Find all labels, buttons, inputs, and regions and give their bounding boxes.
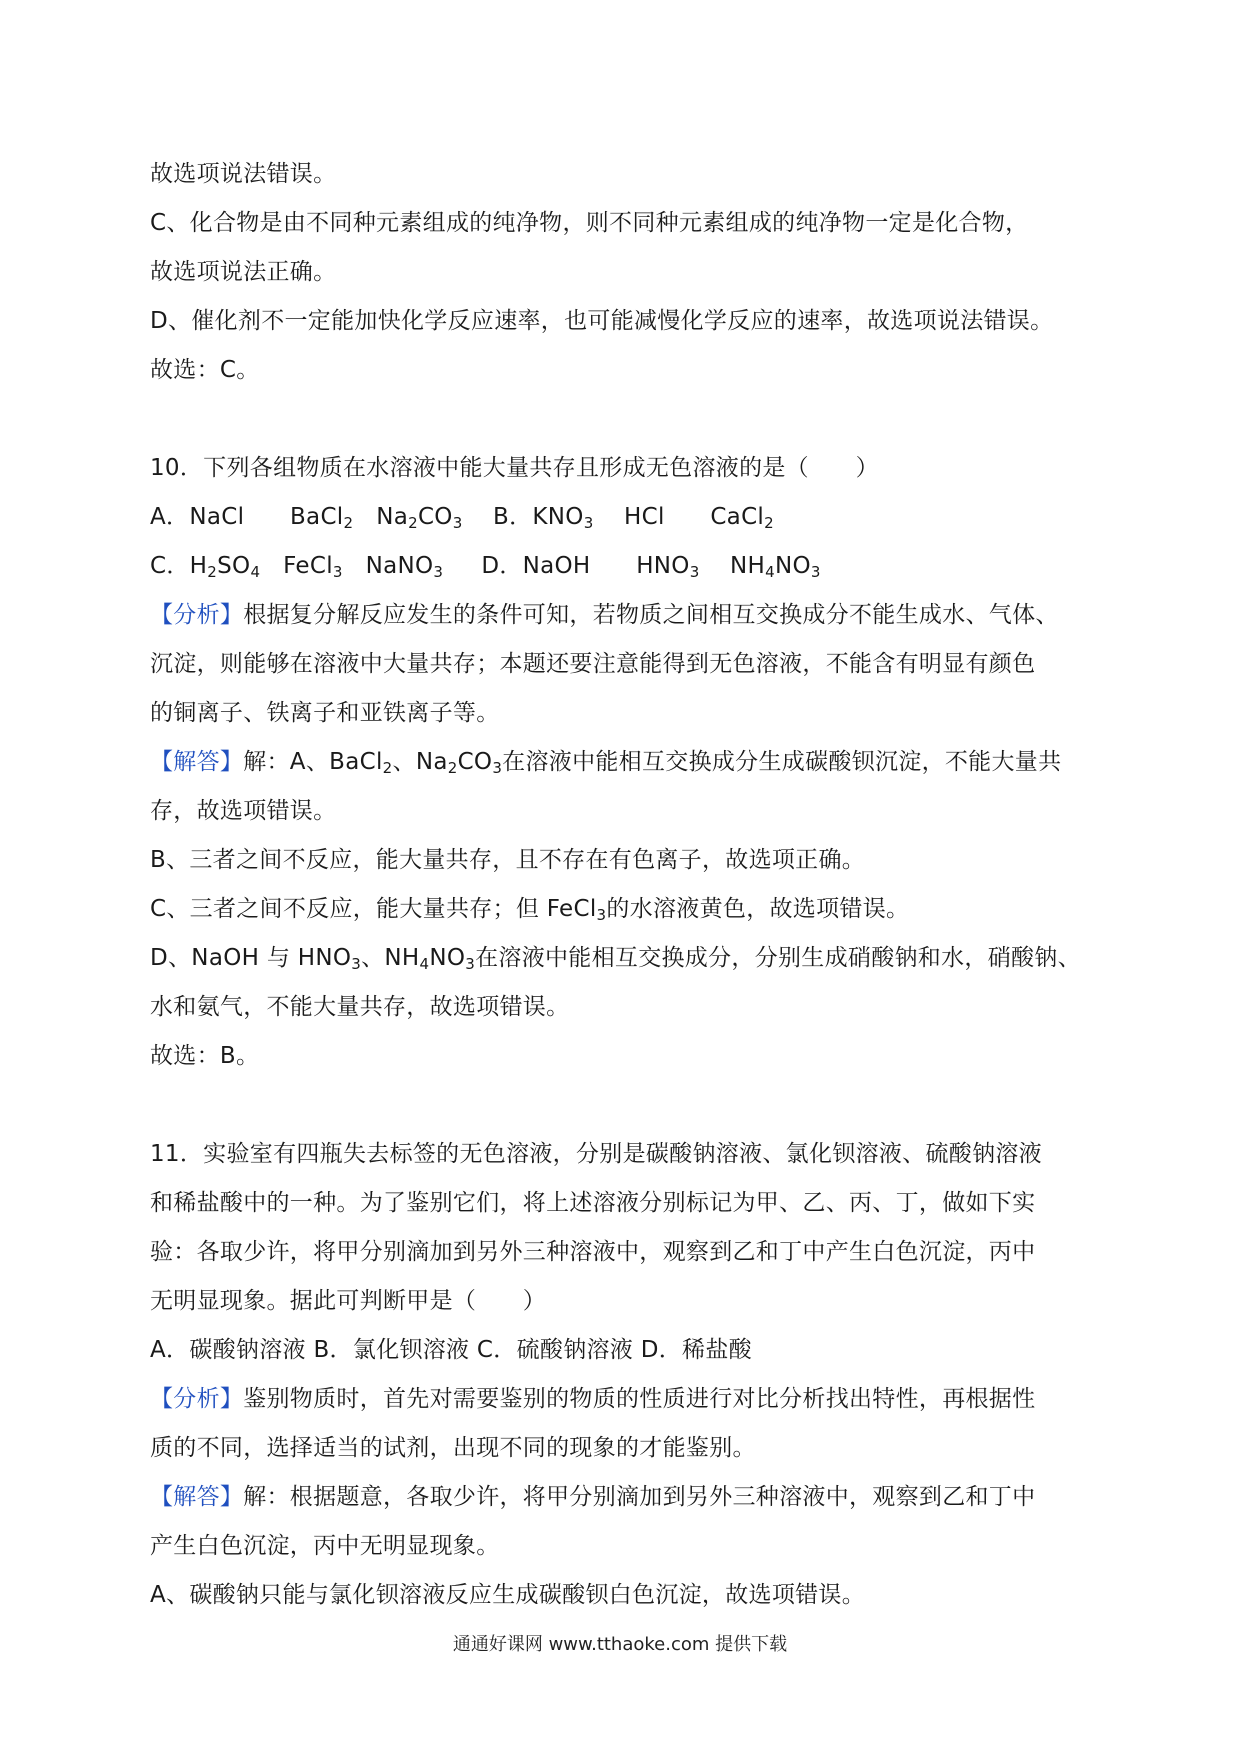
text-line: A、碳酸钠只能与氯化钡溶液反应生成碳酸钡白色沉淀，故选项错误。 xyxy=(150,1582,866,1608)
formula: $H_2SO_4$ xyxy=(189,553,261,581)
formula: NaOH xyxy=(522,553,591,579)
question-11: 11．实验室有四瓶失去标签的无色溶液，分别是碳酸钠溶液、氯化钡溶液、硫酸钠溶液 xyxy=(150,1141,1042,1167)
answer-tag: 【解答】 xyxy=(150,1484,244,1510)
text-line: 故选：B。 xyxy=(150,1043,260,1069)
analysis-tag: 【分析】 xyxy=(150,602,244,628)
q10-answer: 【解答】解：A、BaCl$_2$、$Na_2CO_3$在溶液中能相互交换成分生成碳酸钡沉淀，不能大量共 xyxy=(150,749,1062,777)
text-line: D、NaOH 与 $HNO_3$、$NH_4NO_3$在溶液中能相互交换成分，分别生成硝酸钠和水，硝酸钠、 xyxy=(150,945,1081,973)
formula: $Na_2CO_3$ xyxy=(376,504,463,532)
text-line: 故选：C。 xyxy=(150,357,260,383)
text-line: C、化合物是由不同种元素组成的纯净物，则不同种元素组成的纯净物一定是化合物， xyxy=(150,210,1029,236)
text-line: 水和氨气，不能大量共存，故选项错误。 xyxy=(150,994,570,1020)
formula: NaNO$_3$ xyxy=(365,553,444,581)
formula: HCl xyxy=(623,504,665,530)
option-b-label: B． xyxy=(493,504,533,530)
text-line: 产生白色沉淀，丙中无明显现象。 xyxy=(150,1533,500,1559)
q11-options: A．碳酸钠溶液 B．氯化钡溶液 C．硫酸钠溶液 D．稀盐酸 xyxy=(150,1337,752,1363)
formula: $KNO_3$ xyxy=(532,504,594,532)
text-line: 故选项说法正确。 xyxy=(150,259,337,285)
text-line: 和稀盐酸中的一种。为了鉴别它们，将上述溶液分别标记为甲、乙、丙、丁，做如下实 xyxy=(150,1190,1036,1216)
text-line: B、三者之间不反应，能大量共存，且不存在有色离子，故选项正确。 xyxy=(150,847,866,873)
document-body xyxy=(150,150,1100,1620)
text-line: 故选项说法错误。 xyxy=(150,161,337,187)
answer-tag: 【解答】 xyxy=(150,749,244,775)
q10-options-cd xyxy=(150,542,1100,591)
page-footer: 通通好课网 www.tthaoke.com 提供下载 xyxy=(452,1634,788,1655)
spacer xyxy=(150,395,1100,444)
option-d-label: D． xyxy=(481,553,523,579)
text-line: 验：各取少许，将甲分别滴加到另外三种溶液中，观察到乙和丁中产生白色沉淀，丙中 xyxy=(150,1239,1036,1265)
text-line: 沉淀，则能够在溶液中大量共存；本题还要注意能得到无色溶液，不能含有明显有颜色 xyxy=(150,651,1036,677)
q11-answer: 【解答】解：根据题意，各取少许，将甲分别滴加到另外三种溶液中，观察到乙和丁中 xyxy=(150,1484,1036,1510)
q11-analysis: 【分析】鉴别物质时，首先对需要鉴别的物质的性质进行对比分析找出特性，再根据性 xyxy=(150,1386,1036,1412)
text-line: 存，故选项错误。 xyxy=(150,798,337,824)
q10-analysis: 【分析】根据复分解反应发生的条件可知，若物质之间相互交换成分不能生成水、气体、 xyxy=(150,602,1059,628)
spacer xyxy=(150,1081,1100,1130)
text-line: 无明显现象。据此可判断甲是（ ） xyxy=(150,1288,547,1314)
text-line: 质的不同，选择适当的试剂，出现不同的现象的才能鉴别。 xyxy=(150,1435,756,1461)
text-line: C、三者之间不反应，能大量共存；但 FeCl$_3$的水溶液黄色，故选项错误。 xyxy=(150,896,910,924)
text-line: D、催化剂不一定能加快化学反应速率，也可能减慢化学反应的速率，故选项说法错误。 xyxy=(150,308,1054,334)
option-a-label: A． xyxy=(150,504,190,530)
formula: NaCl xyxy=(189,504,245,530)
analysis-tag: 【分析】 xyxy=(150,1386,244,1412)
text-line: 的铜离子、铁离子和亚铁离子等。 xyxy=(150,700,500,726)
option-c-label: C． xyxy=(150,553,190,579)
q10-options-ab xyxy=(150,493,1100,542)
formula: $HNO_3$ xyxy=(636,553,700,581)
formula: CaCl$_2$ xyxy=(710,504,774,532)
question-10: 10．下列各组物质在水溶液中能大量共存且形成无色溶液的是（ ） xyxy=(150,455,879,481)
formula: $NH_4NO_3$ xyxy=(730,553,821,581)
formula: BaCl$_2$ xyxy=(289,504,354,532)
formula: FeCl$_3$ xyxy=(283,553,343,581)
